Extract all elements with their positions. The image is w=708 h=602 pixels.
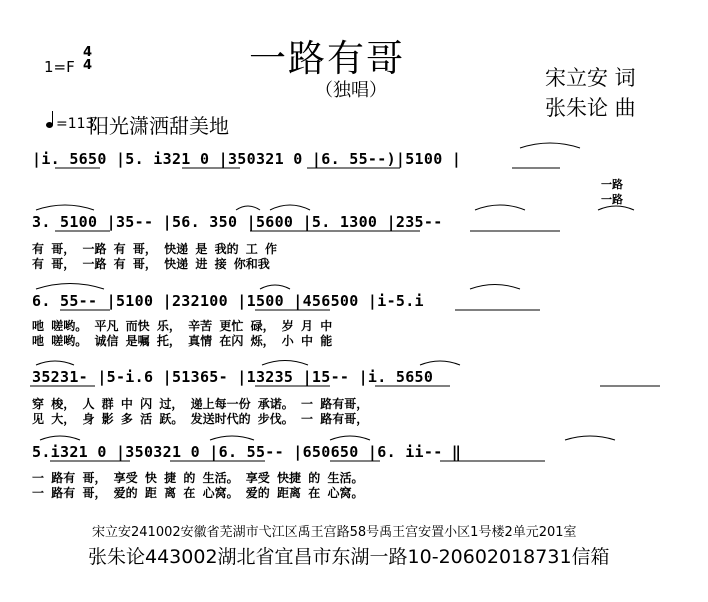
tempo-value: =113 — [56, 116, 95, 132]
time-signature-top: 4 — [83, 45, 93, 60]
slur — [420, 361, 460, 365]
lyricist-address: 宋立安241002安徽省芜湖市弋江区禹王宫路58号禹王宫安置小区1号楼2单元201室 — [92, 525, 577, 540]
lyrics-row-2-verse-1: 有 哥， 一路 有 哥， 快递 是 我的 工 作 — [32, 242, 278, 256]
slur — [565, 436, 615, 440]
lyrics-row-3-verse-2: 吔 嗟哟。 诚信 是嘱 托， 真情 在闪 烁， 小 中 能 — [32, 334, 333, 348]
music-row-1: |i. 5650 |5. i321 0 |350321 0 |6. 55--)|5100 | — [32, 150, 462, 168]
song-subtitle: （独唱） — [315, 80, 387, 101]
lyrics-row-5-verse-1: 一 路有 哥， 享受 快 捷 的 生活。 享受 快捷 的 生活。 — [32, 471, 364, 485]
lyrics-row-4-verse-1: 穿 梭， 人 群 中 闪 过， 递上每一份 承诺。 一 路有哥， — [32, 397, 369, 411]
slur — [330, 436, 370, 440]
slur — [598, 206, 634, 210]
pickup-lyric-2: 一路 — [601, 193, 623, 206]
slur — [475, 205, 525, 210]
slur — [36, 205, 94, 210]
composer-address: 张朱论443002湖北省宜昌市东湖一路10-20602018731信箱 — [88, 546, 610, 568]
music-row-4: 35231- |5-i.6 |51365- |13235 |15-- |i. 5650 — [32, 368, 434, 386]
slur — [210, 436, 254, 440]
slur — [262, 361, 308, 366]
slur — [470, 285, 520, 290]
music-row-5: 5.i321 0 |350321 0 |6. 55-- |650650 |6. ii-- ‖ — [32, 443, 462, 461]
slur — [36, 361, 74, 365]
slur — [520, 143, 580, 148]
composer-credit: 张朱论 曲 — [545, 96, 636, 120]
lyrics-row-4-verse-2: 见 大， 身 影 多 活 跃。 发送时代的 步伐。 一 路有哥， — [32, 412, 369, 426]
lyricist-credit: 宋立安 词 — [545, 66, 636, 90]
music-row-2: 3. 5100 |35-- |56. 350 |5600 |5. 1300 |235-- — [32, 213, 443, 231]
expression-marking: 阳光潇洒甜美地 — [89, 114, 229, 138]
key-signature: 1=F — [44, 58, 75, 76]
slur — [40, 436, 80, 440]
lyrics-row-2-verse-2: 有 哥， 一路 有 哥， 快递 进 接 你和我 — [32, 257, 270, 271]
time-signature-bottom: 4 — [83, 58, 93, 73]
slur — [270, 205, 310, 210]
slur — [260, 285, 290, 289]
lyrics-row-3-verse-1: 吔 嗟哟。 平凡 而快 乐， 辛苦 更忙 碌， 岁 月 中 — [32, 319, 333, 333]
slur — [236, 206, 260, 210]
song-title: 一路有哥 — [249, 37, 405, 80]
music-row-3: 6. 55-- |5100 |232100 |1500 |456500 |i-5.i — [32, 292, 424, 310]
slur — [36, 284, 104, 290]
pickup-lyric-1: 一路 — [601, 178, 623, 191]
lyrics-row-5-verse-2: 一 路有 哥， 爱的 距 离 在 心窝。 爱的 距离 在 心窝。 — [32, 486, 364, 500]
